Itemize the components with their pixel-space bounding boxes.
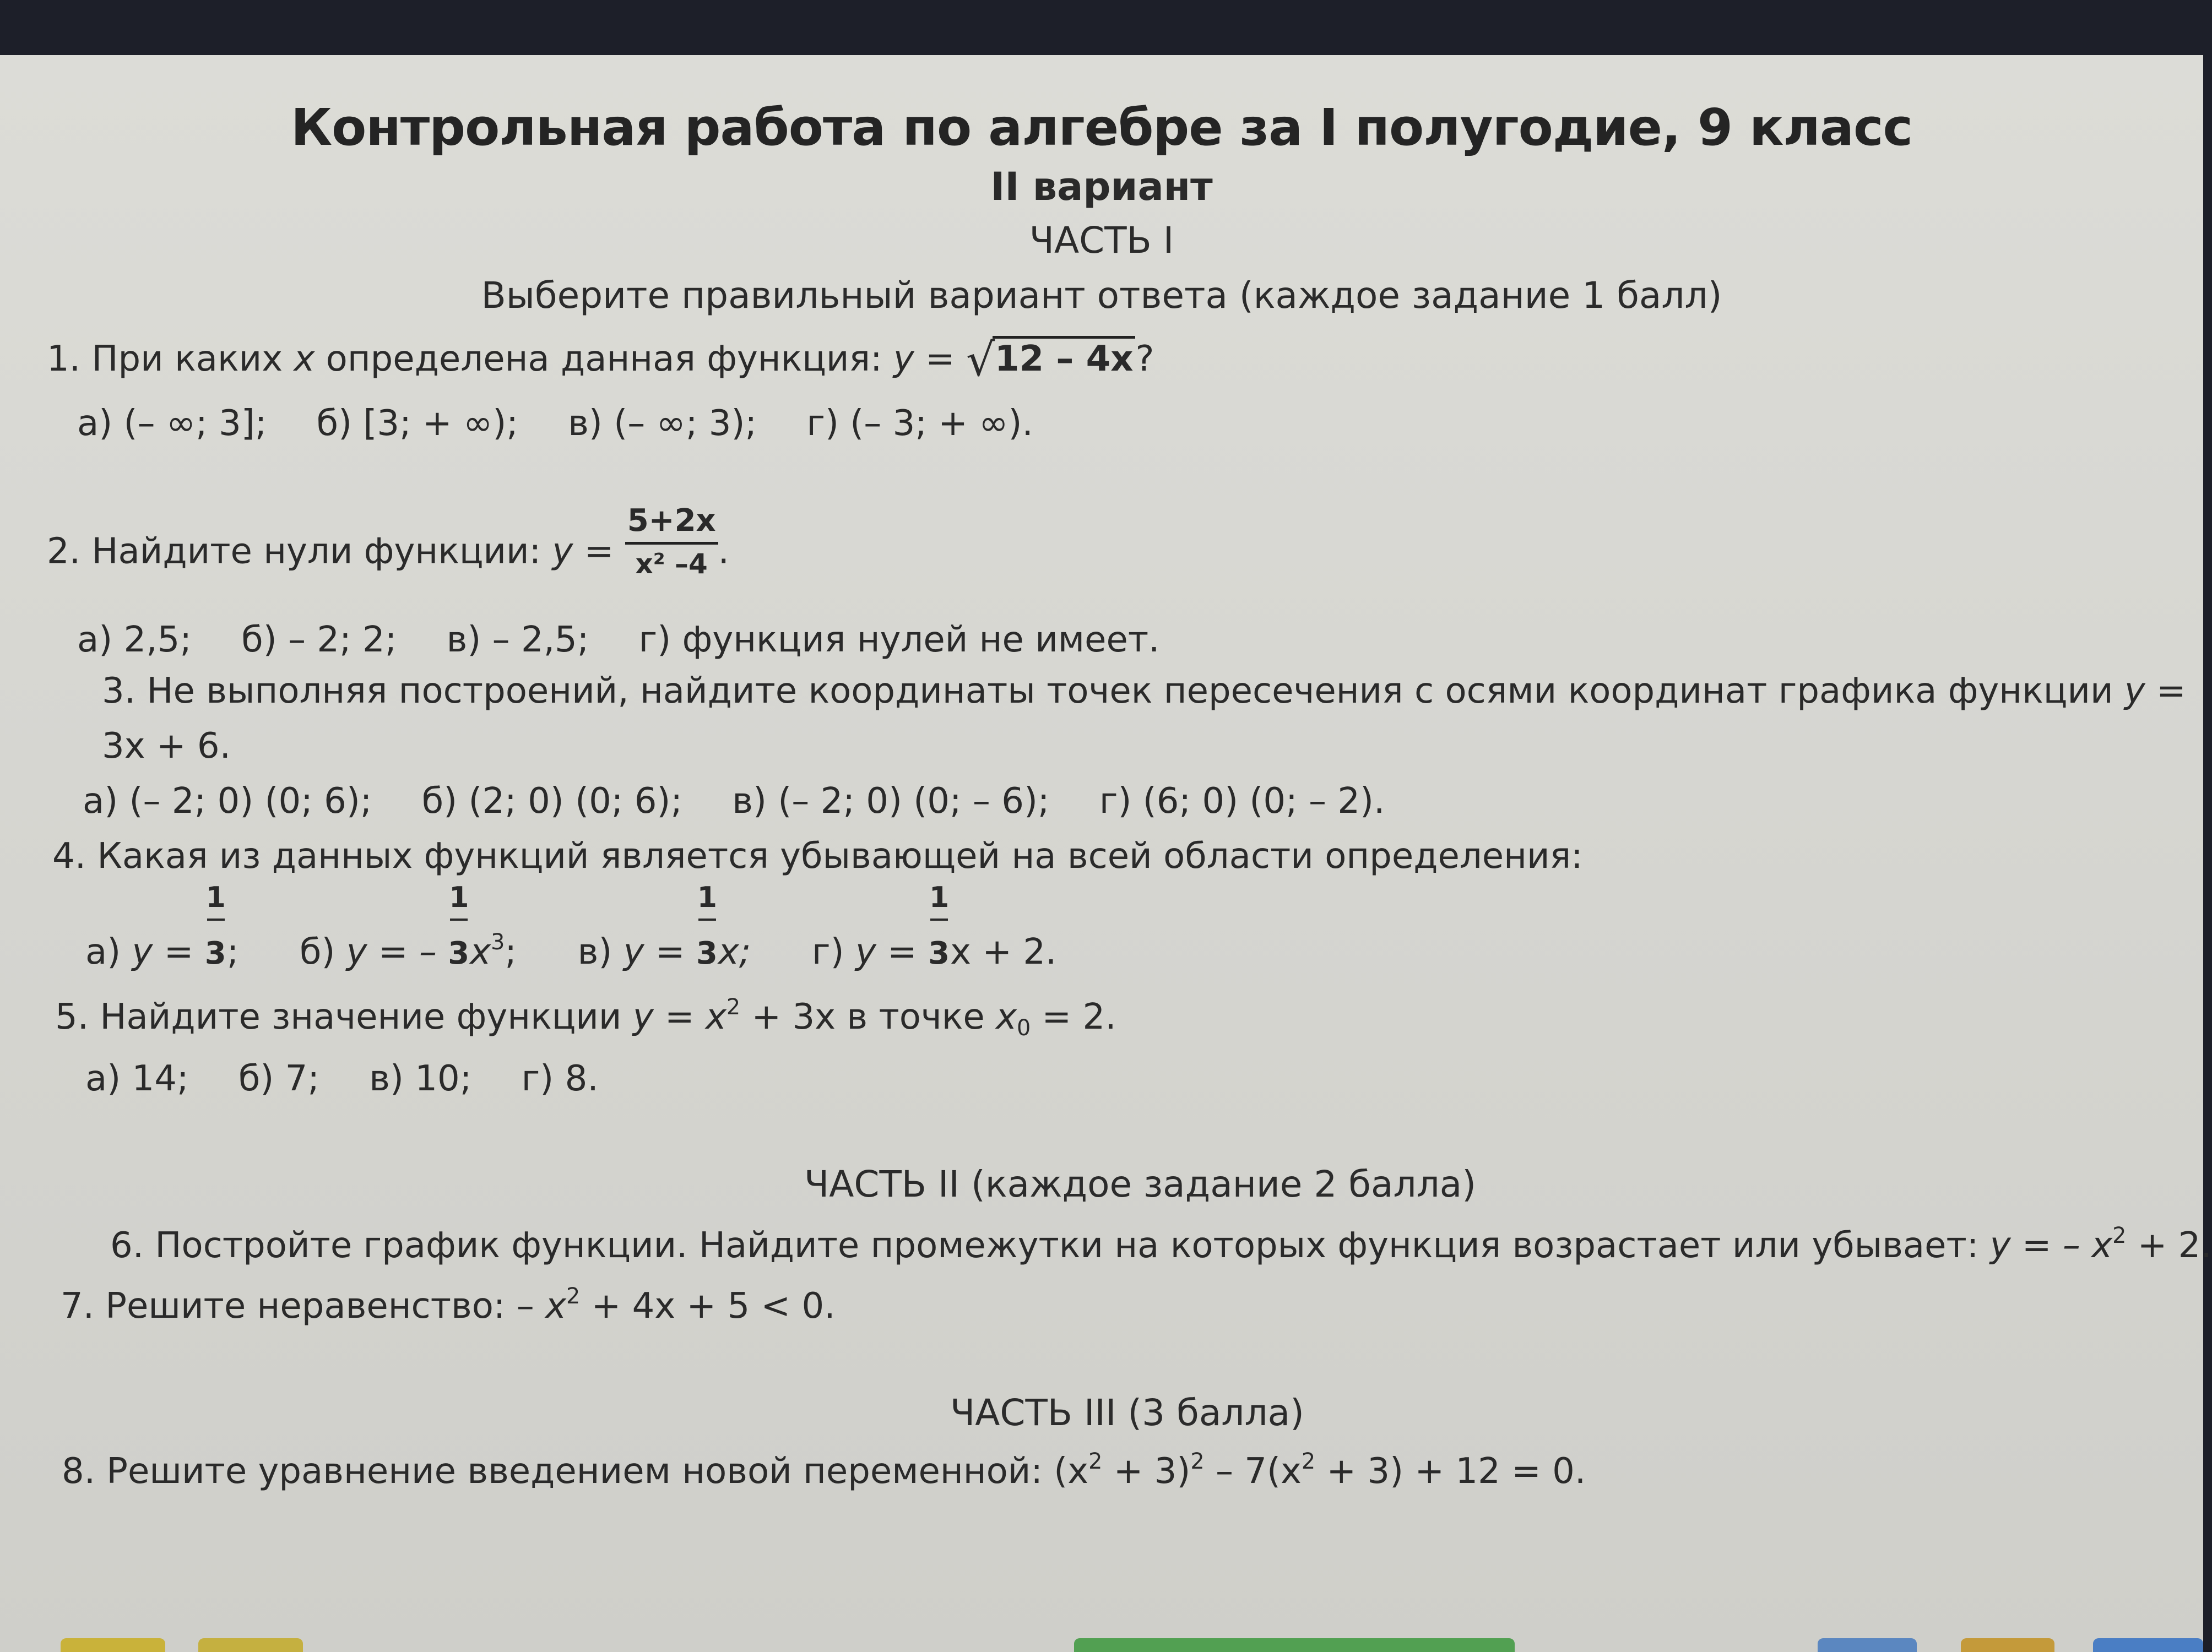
q5-option-a: а) 14;	[85, 1058, 189, 1099]
q5-options	[85, 1058, 599, 1099]
q3-option-b: б) (2; 0) (0; 6);	[421, 781, 682, 822]
document-title: Контрольная работа по алгебре за I полугодие, 9 класс	[290, 98, 1913, 157]
q3-options	[83, 781, 1385, 822]
q2-option-b: б) – 2; 2;	[241, 620, 397, 660]
question-4: 4. Какая из данных функций является убывающей на всей области определения:	[52, 836, 1583, 877]
q1-option-g: г) (– 3; + ∞).	[806, 403, 1033, 444]
q2-numerator: 5+2x	[625, 503, 718, 545]
taskbar-item[interactable]	[198, 1638, 303, 1652]
q2-option-g: г) функция нулей не имеет.	[638, 620, 1160, 660]
q2-y: y	[552, 531, 573, 572]
part1-instruction: Выберите правильный вариант ответа (каждое задание 1 балл)	[481, 274, 1722, 317]
q1-text: 1. При каких	[47, 339, 283, 379]
question-8: 8. Решите уравнение введением новой переменной: $(x^2 + 3)^2 - 7(x^2 + 3) + 12 = 0$.	[62, 1449, 1586, 1492]
q4-option-g: г) y = $\frac{1}{3}x + 2$.	[812, 881, 1057, 972]
taskbar-strip	[0, 1638, 2203, 1652]
q4-g-fraction: $\frac{1}{3}$	[928, 881, 950, 971]
q2-option-a: а) 2,5;	[77, 620, 192, 660]
q1-options	[77, 403, 1033, 444]
q3-option-a: а) (– 2; 0) (0; 6);	[83, 781, 372, 822]
taskbar-item[interactable]	[2093, 1638, 2203, 1652]
q1-end: ?	[1135, 339, 1154, 379]
q1-option-v: в) (– ∞; 3);	[568, 403, 757, 444]
q4-options	[85, 881, 1057, 972]
q3-expression: 3x + 6.	[102, 726, 231, 767]
q3-y: y	[2124, 671, 2145, 711]
part3-heading: ЧАСТЬ III (3 балла)	[950, 1392, 1304, 1434]
taskbar-item[interactable]	[1961, 1638, 2054, 1652]
q1-radicand: 12 – 4x	[993, 336, 1135, 379]
q2-denominator: x² –4	[635, 548, 708, 580]
q4-option-v: в) y = $\frac{1}{3}x$;	[577, 881, 751, 972]
test-document	[0, 55, 2212, 1652]
taskbar-item[interactable]	[1074, 1638, 1515, 1652]
taskbar-item[interactable]	[61, 1638, 165, 1652]
q1-y: y	[893, 339, 914, 379]
monitor-screen	[0, 55, 2212, 1652]
question-2	[47, 503, 730, 592]
q4-a-fraction: $\frac{1}{3}$	[204, 881, 226, 971]
q3-eq: =	[2156, 671, 2186, 711]
q2-text: 2. Найдите нули функции:	[47, 531, 541, 572]
q7-text: 7. Решите неравенство: –	[61, 1286, 546, 1327]
q5-text: 5. Найдите значение функции	[55, 997, 622, 1037]
question-1	[47, 334, 1154, 387]
part1-heading: ЧАСТЬ I	[1029, 219, 1174, 262]
q6-text: 6. Постройте график функции. Найдите промежутки на которых функция возрастает или убывает:	[110, 1225, 1979, 1266]
variant-label: II вариант	[990, 164, 1213, 209]
q3-text: 3. Не выполняя построений, найдите координаты точек пересечения с осями координат графика функции	[102, 671, 2113, 711]
q1-option-a: а) (– ∞; 3];	[77, 403, 267, 444]
q3-option-v: в) (– 2; 0) (0; – 6);	[732, 781, 1050, 822]
question-5: 5. Найдите значение функции $y = x^2 + 3x$ в точке $x_0 = 2$.	[55, 995, 1116, 1041]
q2-option-v: в) – 2,5;	[446, 620, 589, 660]
part2-heading: ЧАСТЬ II (каждое задание 2 балла)	[804, 1163, 1477, 1205]
q1-eq: =	[925, 339, 955, 379]
q1-text2: определена данная функция:	[326, 339, 882, 379]
question-7: 7. Решите неравенство: – $x^2 + 4x + 5 < 0$.	[61, 1284, 836, 1327]
q1-option-b: б) [3; + ∞);	[316, 403, 518, 444]
q3-option-g: г) (6; 0) (0; – 2).	[1099, 781, 1385, 822]
q5-option-b: б) 7;	[238, 1058, 319, 1099]
sqrt-icon: √	[966, 334, 995, 387]
sqrt-expression	[966, 334, 1135, 387]
q2-options	[77, 620, 1159, 660]
q4-option-b: б) y = – $\frac{1}{3}x^3$;	[299, 881, 517, 972]
q5-option-v: в) 10;	[369, 1058, 472, 1099]
q4-b-fraction: $\frac{1}{3}$	[448, 881, 470, 971]
q5-option-g: г) 8.	[521, 1058, 599, 1099]
q2-end: .	[718, 531, 730, 572]
question-6: 6. Постройте график функции. Найдите промежутки на которых функция возрастает или убывает: y = – $x^2 + 2$.	[110, 1223, 2212, 1266]
q2-eq: =	[584, 531, 614, 572]
q4-v-fraction: $\frac{1}{3}$	[696, 881, 718, 971]
q2-fraction	[625, 503, 718, 580]
taskbar-item[interactable]	[1818, 1638, 1917, 1652]
q1-var: x	[294, 339, 315, 379]
question-3	[102, 671, 2186, 711]
q8-text: 8. Решите уравнение введением новой переменной: (x	[62, 1451, 1089, 1492]
q4-option-a: а) y = $\frac{1}{3}$;	[85, 881, 239, 972]
